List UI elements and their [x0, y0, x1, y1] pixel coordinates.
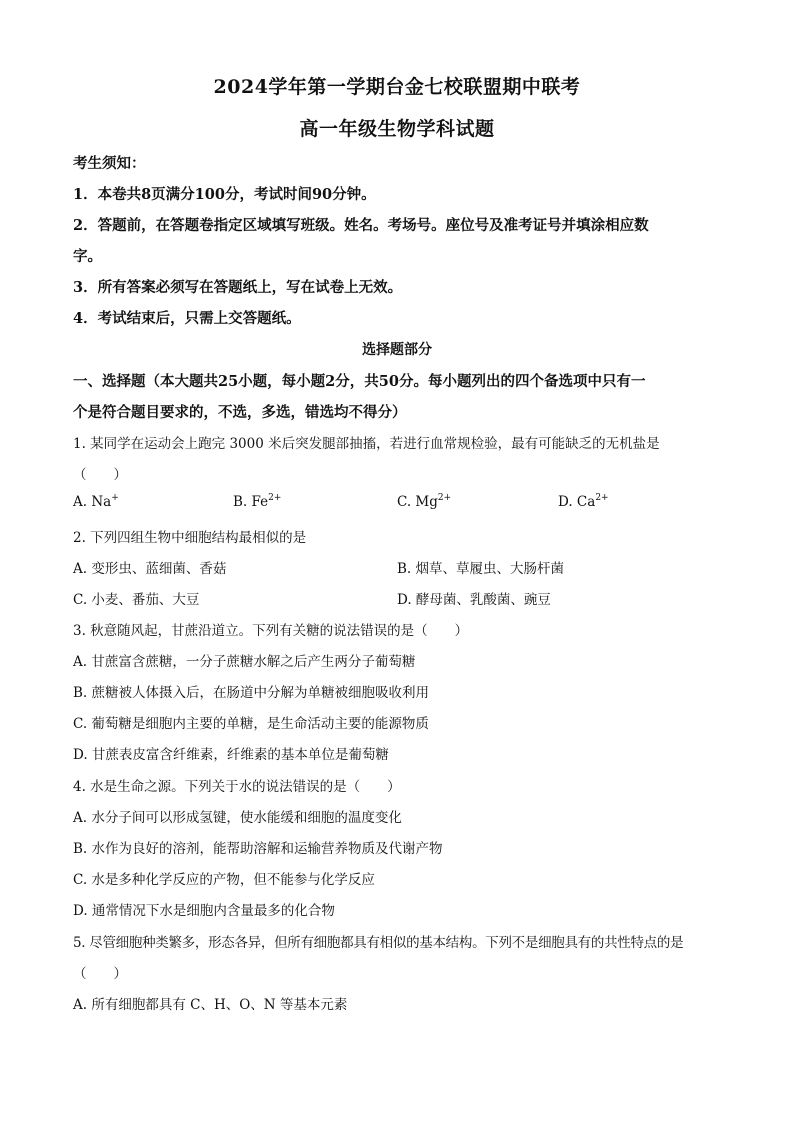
q1-option-d-sup: 2+: [595, 493, 609, 503]
q1-option-d: [558, 494, 609, 510]
q1-option-a: [73, 494, 119, 510]
q4-option-c: C. 水是多种化学反应的产物，但不能参与化学反应: [73, 872, 375, 888]
q2-option-b: B. 烟草、草履虫、大肠杆菌: [397, 561, 565, 577]
q3-option-d: D. 甘蔗表皮富含纤维素，纤维素的基本单位是葡萄糖: [73, 747, 389, 763]
q3-option-b: B. 蔗糖被人体摄入后，在肠道中分解为单糖被细胞吸收利用: [73, 685, 430, 701]
q1-option-a-sup: +: [111, 493, 119, 503]
section-instructions-1: 一、选择题（本大题共25小题，每小题2分，共50分。每小题列出的四个备选项中只有一: [73, 373, 646, 390]
q4-option-a: A. 水分子间可以形成氢键，使水能缓和细胞的温度变化: [73, 810, 402, 826]
q1-option-c-text: C. Mg: [397, 494, 438, 510]
notice-item-1: 1．本卷共8页满分100分，考试时间90分钟。: [73, 186, 376, 203]
q5-paren: （ ）: [73, 966, 127, 982]
q1-option-c-sup: 2+: [437, 493, 452, 503]
q5-stem: 5. 尽管细胞种类繁多，形态各异，但所有细胞都具有相似的基本结构。下列不是细胞具有的共性特点的是: [73, 935, 684, 951]
q4-stem: 4. 水是生命之源。下列关于水的说法错误的是（ ）: [73, 779, 401, 795]
notice-item-2: 2．答题前，在答题卷指定区域填写班级。姓名。考场号。座位号及准考证号并填涂相应数: [73, 217, 649, 234]
q4-option-d: D. 通常情况下水是细胞内含量最多的化合物: [73, 903, 335, 919]
q1-option-a-text: A. Na: [73, 494, 112, 510]
notice-item-4: 4．考试结束后，只需上交答题纸。: [73, 310, 301, 327]
q2-option-c: C. 小麦、番茄、大豆: [73, 592, 200, 608]
q1-paren: （ ）: [73, 467, 127, 483]
q3-stem: 3. 秋意随风起，甘蔗沿道立。下列有关糖的说法错误的是（ ）: [73, 623, 469, 639]
q3-option-a: A. 甘蔗富含蔗糖，一分子蔗糖水解之后产生两分子葡萄糖: [73, 654, 416, 670]
q4-option-b: B. 水作为良好的溶剂，能帮助溶解和运输营养物质及代谢产物: [73, 841, 443, 857]
q2-option-d: D. 酵母菌、乳酸菌、豌豆: [397, 592, 551, 608]
q2-stem: 2. 下列四组生物中细胞结构最相似的是: [73, 530, 307, 546]
notice-item-3: 3．所有答案必须写在答题纸上，写在试卷上无效。: [73, 279, 403, 296]
q1-option-d-text: D. Ca: [558, 494, 596, 510]
q1-option-c: [397, 494, 451, 510]
q1-option-b-sup: 2+: [268, 493, 282, 503]
q5-option-a: A. 所有细胞都具有 C、H、O、N 等基本元素: [73, 997, 348, 1013]
q3-option-c: C. 葡萄糖是细胞内主要的单糖，是生命活动主要的能源物质: [73, 716, 429, 732]
section-instructions-2: 个是符合题目要求的，不选，多选，错选均不得分）: [73, 404, 407, 421]
q1-stem: 1. 某同学在运动会上跑完 3000 米后突发腿部抽搐，若进行血常规检验，最有可能缺乏的无机盐是: [73, 436, 660, 452]
part-title: 选择题部分: [362, 342, 432, 358]
exam-title: 2024学年第一学期台金七校联盟期中联考: [213, 76, 581, 98]
notice-item-2-cont: 字。: [73, 248, 102, 265]
notice-heading: 考生须知：: [73, 155, 146, 172]
q1-option-b-text: B. Fe: [233, 494, 269, 510]
exam-subtitle: 高一年级生物学科试题: [299, 118, 495, 140]
q2-option-a: A. 变形虫、蓝细菌、香菇: [73, 561, 227, 577]
q1-option-b: [233, 494, 281, 510]
